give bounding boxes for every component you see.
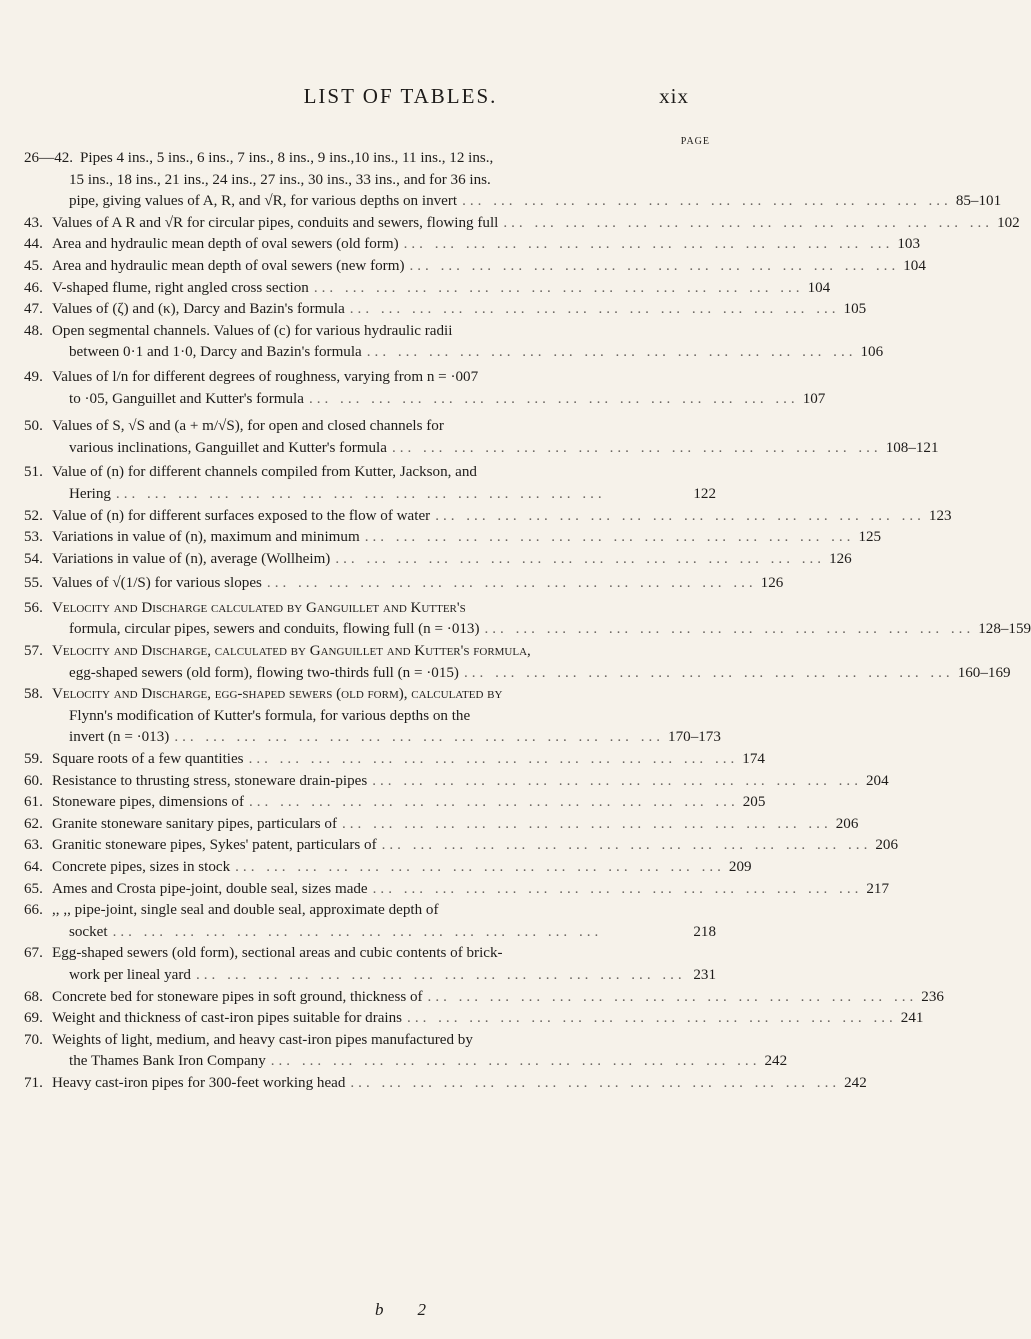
entry-page: 231 bbox=[693, 966, 716, 983]
dot-leader: ... ... ... ... ... ... ... ... ... ... ... ... ... ... ... ... bbox=[366, 344, 857, 361]
entry-line-text: Granite stoneware sanitary pipes, particulars of bbox=[52, 815, 337, 832]
entry-number: 54. bbox=[24, 550, 43, 567]
entry-line bbox=[52, 792, 765, 814]
entry-page: 206 bbox=[875, 837, 898, 854]
entry-line-text: Area and hydraulic mean depth of oval sewers (new form) bbox=[52, 257, 405, 274]
dot-leader: ... ... ... ... ... ... ... ... ... ... ... ... ... ... ... ... bbox=[463, 664, 954, 681]
entry-page: 206 bbox=[835, 815, 859, 832]
entry-page: 242 bbox=[844, 1074, 867, 1091]
entry-text bbox=[52, 256, 926, 278]
entry-text bbox=[52, 321, 883, 364]
entry-line-text: Hering bbox=[69, 485, 111, 502]
dot-leader: ... ... ... ... ... ... ... ... ... ... ... ... ... ... ... ... bbox=[313, 279, 804, 296]
entry-text bbox=[52, 1073, 867, 1095]
dot-leader: ... ... ... ... ... ... ... ... ... ... ... ... ... ... ... ... bbox=[335, 550, 826, 567]
entry-text bbox=[52, 416, 939, 459]
dot-leader: ... ... ... ... ... ... ... ... ... ... ... ... ... ... ... ... bbox=[372, 880, 863, 897]
entry-line bbox=[80, 148, 716, 170]
list-item bbox=[24, 771, 889, 793]
dot-leader: ... ... ... ... ... ... ... ... ... ... ... ... ... ... ... ... bbox=[249, 794, 739, 811]
entry-line bbox=[52, 814, 858, 836]
entry-number: 65. bbox=[24, 880, 43, 897]
entry-number: 57. bbox=[24, 643, 43, 660]
list-item bbox=[24, 299, 867, 321]
running-title: LIST OF TABLES. bbox=[303, 84, 498, 108]
entry-line-text: pipe, giving values of A, R, and √R, for various depths on invert bbox=[69, 193, 458, 210]
table-list bbox=[24, 148, 1031, 1095]
entry-page: 107 bbox=[802, 390, 826, 407]
entry-line bbox=[52, 684, 721, 706]
entry-number: 60. bbox=[24, 772, 43, 789]
entry-line bbox=[52, 857, 752, 879]
entry-page: 160–169 bbox=[957, 664, 1011, 681]
entry-line-text: invert (n = ·013) bbox=[69, 729, 170, 746]
entry-number: 26—42. bbox=[24, 150, 74, 166]
entry-text bbox=[52, 943, 716, 986]
entry-number: 51. bbox=[24, 464, 43, 481]
entry-line bbox=[52, 438, 939, 460]
list-item bbox=[24, 1030, 788, 1073]
list-item bbox=[24, 570, 784, 598]
entry-page: 108–121 bbox=[885, 439, 939, 456]
dot-leader: ... ... ... ... ... ... ... ... ... ... ... ... ... ... ... ... bbox=[342, 815, 832, 832]
dot-leader: ... ... ... ... ... ... ... ... ... ... ... ... ... ... ... ... bbox=[270, 1053, 761, 1070]
list-item bbox=[24, 641, 1011, 684]
entry-number: 68. bbox=[24, 988, 43, 1005]
entry-number: 43. bbox=[24, 214, 43, 231]
entry-text bbox=[52, 771, 889, 793]
entry-number: 52. bbox=[24, 507, 43, 524]
entry-page: 128–159 bbox=[978, 621, 1031, 638]
entry-text bbox=[52, 527, 881, 549]
entry-number: 61. bbox=[24, 794, 43, 811]
entry-text bbox=[52, 278, 830, 300]
entry-line-text: Values of (ζ) and (κ), Darcy and Bazin's formula bbox=[52, 301, 345, 318]
entry-line-text: Ames and Crosta pipe-joint, double seal, sizes made bbox=[52, 880, 368, 897]
entry-line-text: Weight and thickness of cast-iron pipes suitable for drains bbox=[52, 1010, 403, 1027]
entry-text bbox=[52, 462, 716, 505]
dot-leader: ... ... ... ... ... ... ... ... ... ... ... ... ... ... ... ... bbox=[364, 529, 855, 546]
entry-line-text: Values of S, √S and (a + m/√S), for open and closed channels for bbox=[52, 418, 444, 435]
list-item bbox=[24, 1008, 924, 1030]
entry-line-text: Stoneware pipes, dimensions of bbox=[52, 794, 244, 811]
entry-text bbox=[52, 987, 944, 1009]
entry-line bbox=[52, 835, 898, 857]
entry-line-text: Variations in value of (n), maximum and minimum bbox=[52, 529, 360, 546]
entry-line bbox=[52, 663, 1011, 685]
entry-line-text: 15 ins., 18 ins., 21 ins., 24 ins., 27 ins., 30 ins., 33 ins., and for 36 ins. bbox=[69, 171, 491, 188]
entry-line bbox=[69, 191, 1002, 213]
entry-number: 70. bbox=[24, 1031, 43, 1048]
entry-page: 85–101 bbox=[955, 193, 1002, 210]
entry-line-text: Weights of light, medium, and heavy cast-iron pipes manufactured by bbox=[52, 1031, 473, 1048]
entry-line-text: Value of (n) for different surfaces exposed to the flow of water bbox=[52, 507, 431, 524]
dot-leader: ... ... ... ... ... ... ... ... ... ... ... ... ... ... ... ... bbox=[484, 621, 975, 638]
signature-letter: b bbox=[375, 1300, 384, 1319]
dot-leader: ... ... ... ... ... ... ... ... ... ... ... ... ... ... ... ... bbox=[435, 507, 925, 524]
entry-line bbox=[52, 321, 883, 343]
entry-page: 205 bbox=[742, 794, 766, 811]
entry-line-text: to ·05, Ganguillet and Kutter's formula bbox=[69, 390, 304, 407]
entry-line-text: Heavy cast-iron pipes for 300-feet working head bbox=[52, 1074, 346, 1091]
entry-line-text: Velocity and Discharge calculated by Ganguillet and Kutter's bbox=[52, 599, 466, 616]
entry-page: 170–173 bbox=[668, 729, 721, 746]
entry-line bbox=[52, 771, 889, 793]
entry-page: 103 bbox=[897, 236, 920, 253]
list-item bbox=[24, 148, 1002, 213]
dot-leader: ... ... ... ... ... ... ... ... ... ... ... ... ... ... ... ... bbox=[112, 923, 603, 940]
list-item bbox=[24, 462, 716, 505]
entry-line-text: Variations in value of (n), average (Wollheim) bbox=[52, 550, 331, 567]
dot-leader: ... ... ... ... ... ... ... ... ... ... ... ... ... ... ... ... bbox=[349, 301, 840, 318]
list-item bbox=[24, 1073, 867, 1095]
entry-line bbox=[52, 278, 830, 300]
dot-leader: ... ... ... ... ... ... ... ... ... ... ... ... ... ... ... ... bbox=[308, 390, 799, 407]
entry-text bbox=[52, 1008, 923, 1030]
entry-line-text: V-shaped flume, right angled cross section bbox=[52, 279, 309, 296]
dot-leader: ... ... ... ... ... ... ... ... ... ... ... ... ... ... ... ... bbox=[427, 988, 918, 1005]
entry-page: 105 bbox=[843, 301, 867, 318]
entry-line bbox=[52, 987, 944, 1009]
entry-text bbox=[52, 213, 1020, 235]
entry-page: 174 bbox=[742, 751, 765, 768]
entry-line bbox=[52, 641, 1011, 663]
entry-number: 48. bbox=[24, 322, 43, 339]
dot-leader: ... ... ... ... ... ... ... ... ... ... ... ... ... ... ... ... bbox=[235, 859, 725, 875]
dot-leader: ... ... ... ... ... ... ... ... ... ... ... ... ... ... ... ... bbox=[248, 751, 739, 768]
list-item bbox=[24, 857, 752, 879]
list-item bbox=[24, 749, 765, 771]
entry-line-text: Velocity and Discharge, calculated by Ganguillet and Kutter's formula, bbox=[52, 643, 531, 660]
entry-line-text: Pipes 4 ins., 5 ins., 6 ins., 7 ins., 8 ins., 9 ins.,10 ins., 11 ins., 12 ins., bbox=[80, 150, 494, 166]
dot-leader: ... ... ... ... ... ... ... ... ... ... ... ... ... ... ... ... bbox=[407, 1010, 897, 1027]
entry-text bbox=[52, 573, 783, 595]
entry-line-text: Velocity and Discharge, egg-shaped sewers (old form), calculated by bbox=[52, 686, 503, 703]
entry-line-text: the Thames Bank Iron Company bbox=[69, 1053, 266, 1070]
list-item bbox=[24, 987, 944, 1009]
entry-text bbox=[52, 792, 765, 814]
entry-line bbox=[52, 213, 1020, 235]
entry-number: 59. bbox=[24, 751, 43, 768]
entry-line-text: ,, ,, pipe-joint, single seal and double seal, approximate depth of bbox=[52, 902, 439, 919]
entry-number: 49. bbox=[24, 368, 43, 385]
list-item bbox=[24, 792, 766, 814]
entry-page: 242 bbox=[764, 1053, 788, 1070]
entry-number: 47. bbox=[24, 301, 43, 318]
entry-line bbox=[52, 342, 883, 364]
entry-number: 71. bbox=[24, 1074, 43, 1091]
entry-line-text: various inclinations, Ganguillet and Kutter's formula bbox=[69, 439, 387, 456]
list-item bbox=[24, 278, 831, 300]
entry-page: 102 bbox=[997, 214, 1020, 231]
entry-line bbox=[52, 573, 783, 595]
dot-leader: ... ... ... ... ... ... ... ... ... ... ... ... ... ... ... ... bbox=[115, 485, 606, 502]
dot-leader: ... ... ... ... ... ... ... ... ... ... ... ... ... ... ... ... bbox=[503, 214, 994, 231]
entry-text bbox=[52, 879, 889, 901]
entry-page: 104 bbox=[903, 257, 926, 274]
entry-number: 67. bbox=[24, 945, 43, 962]
entry-text bbox=[24, 170, 1002, 213]
entry-page: 218 bbox=[693, 923, 716, 940]
entry-line-text: Value of (n) for different channels compiled from Kutter, Jackson, and bbox=[52, 464, 477, 481]
entry-number: 50. bbox=[24, 418, 43, 435]
dot-leader: ... ... ... ... ... ... ... ... ... ... ... ... ... ... ... ... bbox=[391, 439, 882, 456]
entry-text bbox=[52, 814, 858, 836]
entry-line-text: Values of l/n for different degrees of roughness, varying from n = ·007 bbox=[52, 368, 479, 385]
page-column-label: PAGE bbox=[680, 136, 710, 147]
entry-line bbox=[52, 234, 920, 256]
list-item bbox=[24, 814, 859, 836]
entry-page: 126 bbox=[760, 575, 784, 592]
entry-line bbox=[52, 1030, 787, 1052]
dot-leader: ... ... ... ... ... ... ... ... ... ... ... ... ... ... ... ... bbox=[403, 236, 894, 253]
entry-line-text: socket bbox=[69, 923, 108, 940]
list-item bbox=[24, 835, 898, 857]
entry-line bbox=[52, 1073, 867, 1095]
entry-page: 106 bbox=[860, 344, 884, 361]
dot-leader: ... ... ... ... ... ... ... ... ... ... ... ... ... ... ... ... bbox=[174, 729, 665, 746]
entry-line-text: Egg-shaped sewers (old form), sectional areas and cubic contents of brick- bbox=[52, 945, 503, 962]
entry-number: 53. bbox=[24, 529, 43, 546]
list-item bbox=[24, 684, 721, 749]
dot-leader: ... ... ... ... ... ... ... ... ... ... ... ... ... ... ... ... bbox=[381, 837, 872, 854]
entry-line bbox=[52, 527, 881, 549]
page-header bbox=[0, 84, 801, 114]
entry-line-text: work per lineal yard bbox=[69, 966, 191, 983]
list-item bbox=[24, 900, 716, 943]
entry-line bbox=[52, 1051, 787, 1073]
entry-line bbox=[52, 879, 889, 901]
entry-line bbox=[52, 256, 926, 278]
dot-leader: ... ... ... ... ... ... ... ... ... ... ... ... ... ... ... ... bbox=[462, 193, 952, 210]
entry-line bbox=[52, 598, 1031, 620]
entry-line bbox=[52, 706, 721, 728]
entry-line-text: formula, circular pipes, sewers and conduits, flowing full (n = ·013) bbox=[69, 621, 480, 638]
entry-text bbox=[52, 234, 920, 256]
entry-line-text: Concrete bed for stoneware pipes in soft ground, thickness of bbox=[52, 988, 423, 1005]
list-item bbox=[24, 549, 852, 571]
entry-text bbox=[52, 900, 716, 943]
list-item bbox=[24, 943, 716, 986]
entry-page: 123 bbox=[928, 507, 952, 524]
entry-line-text: Values of √(1/S) for various slopes bbox=[52, 575, 262, 592]
entry-text bbox=[52, 506, 952, 528]
dot-leader: ... ... ... ... ... ... ... ... ... ... ... ... ... ... ... ... bbox=[266, 575, 757, 592]
entry-number: 56. bbox=[24, 599, 43, 616]
list-item bbox=[24, 879, 890, 901]
entry-line bbox=[52, 367, 825, 389]
entry-line bbox=[52, 462, 716, 484]
entry-line bbox=[52, 506, 952, 528]
list-item bbox=[24, 234, 920, 256]
dot-leader: ... ... ... ... ... ... ... ... ... ... ... ... ... ... ... ... bbox=[195, 966, 686, 983]
entry-page: 209 bbox=[728, 859, 752, 875]
entry-page: 122 bbox=[693, 485, 716, 502]
entry-line bbox=[52, 549, 852, 571]
dot-leader: ... ... ... ... ... ... ... ... ... ... ... ... ... ... ... ... bbox=[350, 1074, 841, 1091]
dot-leader: ... ... ... ... ... ... ... ... ... ... ... ... ... ... ... ... bbox=[372, 772, 862, 789]
entry-line bbox=[52, 900, 716, 922]
signature-number: 2 bbox=[417, 1300, 426, 1319]
entry-text bbox=[52, 641, 1011, 684]
list-item bbox=[24, 527, 882, 549]
entry-line-text: Area and hydraulic mean depth of oval sewers (old form) bbox=[52, 236, 399, 253]
entry-line bbox=[52, 727, 721, 749]
entry-page: 126 bbox=[829, 550, 852, 567]
entry-number: 66. bbox=[24, 902, 43, 919]
page-number: xix bbox=[659, 84, 689, 108]
list-item bbox=[24, 598, 1031, 641]
entry-page: 236 bbox=[921, 988, 944, 1005]
entry-line bbox=[52, 389, 825, 411]
entry-line-text: Granitic stoneware pipes, Sykes' patent, particulars of bbox=[52, 837, 377, 854]
entry-line-text: Flynn's modification of Kutter's formula, for various depths on the bbox=[69, 707, 471, 724]
entry-text bbox=[52, 857, 752, 879]
entry-text bbox=[52, 684, 721, 749]
entry-line-text: Open segmental channels. Values of (c) for various hydraulic radii bbox=[52, 322, 453, 339]
entry-text bbox=[52, 835, 898, 857]
entry-page: 217 bbox=[866, 880, 890, 897]
entry-number: 69. bbox=[24, 1010, 43, 1027]
entry-line-text: Concrete pipes, sizes in stock bbox=[52, 859, 231, 875]
entry-text bbox=[52, 598, 1031, 641]
entry-line bbox=[52, 619, 1031, 641]
entry-number: 58. bbox=[24, 686, 43, 703]
entry-text bbox=[52, 1030, 787, 1073]
entry-number: 46. bbox=[24, 279, 43, 296]
entry-text bbox=[52, 299, 866, 321]
list-item bbox=[24, 321, 884, 364]
entry-line bbox=[69, 170, 716, 192]
entry-line-text: Resistance to thrusting stress, stoneware drain-pipes bbox=[52, 772, 368, 789]
entry-line-text: Square roots of a few quantities bbox=[52, 751, 244, 768]
entry-page: 125 bbox=[858, 529, 882, 546]
entry-number: 45. bbox=[24, 257, 43, 274]
entry-page: 241 bbox=[900, 1010, 924, 1027]
entry-line bbox=[52, 943, 716, 965]
entry-number: 62. bbox=[24, 815, 43, 832]
entry-number: 44. bbox=[24, 236, 43, 253]
entry-line bbox=[52, 484, 716, 506]
entry-text bbox=[52, 549, 852, 571]
list-item bbox=[24, 213, 1020, 235]
list-item bbox=[24, 364, 826, 413]
entry-line bbox=[52, 1008, 923, 1030]
entry-number: 64. bbox=[24, 859, 43, 875]
list-item bbox=[24, 413, 939, 462]
entry-line bbox=[52, 749, 765, 771]
entry-text bbox=[52, 749, 765, 771]
signature-mark bbox=[0, 1300, 801, 1320]
dot-leader: ... ... ... ... ... ... ... ... ... ... ... ... ... ... ... ... bbox=[409, 257, 900, 274]
entry-line-text: egg-shaped sewers (old form), flowing two-thirds full (n = ·015) bbox=[69, 664, 459, 681]
entry-line-text: between 0·1 and 1·0, Darcy and Bazin's formula bbox=[69, 344, 362, 361]
entry-page: 104 bbox=[807, 279, 831, 296]
entry-number: 63. bbox=[24, 837, 43, 854]
list-item bbox=[24, 256, 926, 278]
entry-line bbox=[52, 965, 716, 987]
entry-line bbox=[52, 299, 866, 321]
entry-page: 204 bbox=[865, 772, 889, 789]
entry-line-text: Values of A R and √R for circular pipes, conduits and sewers, flowing full bbox=[52, 214, 499, 231]
list-item bbox=[24, 506, 952, 528]
entry-text bbox=[52, 367, 825, 410]
entry-number: 55. bbox=[24, 575, 43, 592]
entry-line bbox=[52, 922, 716, 944]
entry-line bbox=[52, 416, 939, 438]
